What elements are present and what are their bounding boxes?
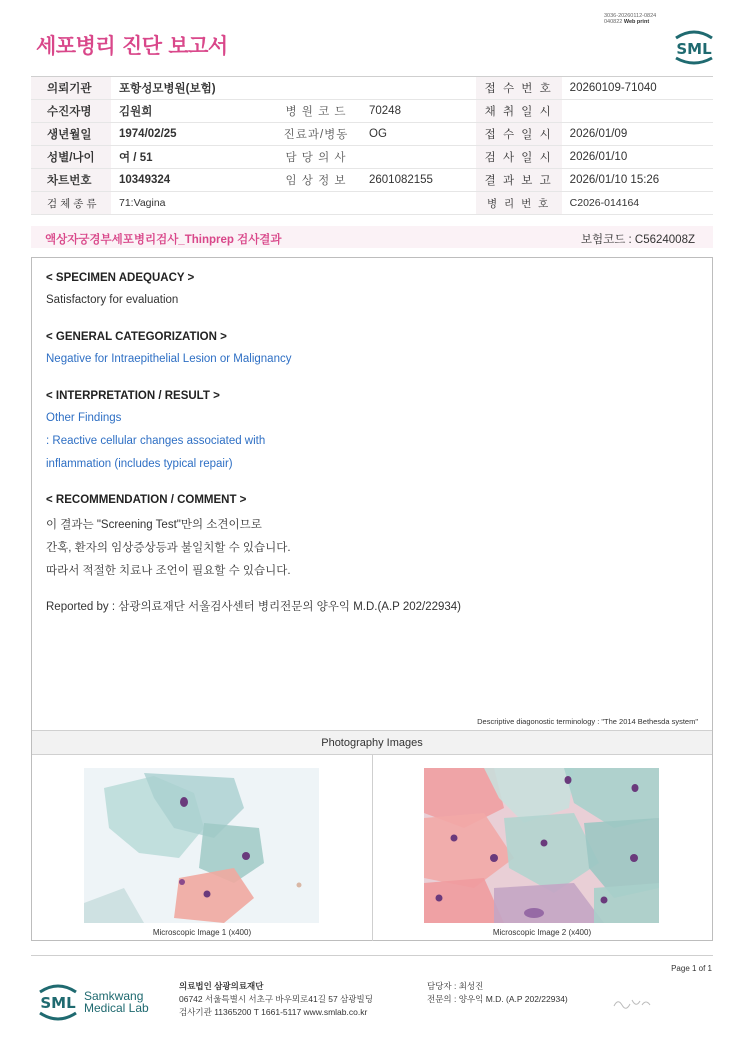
info-value [562, 100, 713, 123]
info-value: C2026-014164 [562, 192, 713, 215]
categorization-heading: < GENERAL CATEGORIZATION > [46, 331, 227, 343]
info-value: 70248 [361, 100, 476, 123]
info-label: 접 수 번 호 [476, 77, 562, 100]
info-value: 2026/01/09 [562, 123, 713, 146]
photo-section-bar: Photography Images [32, 730, 712, 755]
recommendation-line: 간혹, 환자의 임상증상등과 불일치할 수 있습니다. [46, 542, 291, 554]
org-address: 06742 서울특별시 서초구 바우뫼로41길 57 삼광빌딩 [179, 994, 373, 1004]
info-value: OG [361, 123, 476, 146]
photo-divider [372, 755, 373, 941]
org-name: 의료법인 삼광의료재단 [179, 981, 264, 991]
info-label: 채 취 일 시 [476, 100, 562, 123]
info-label: 담 당 의 사 [271, 146, 361, 169]
adequacy-heading: < SPECIMEN ADEQUACY > [46, 272, 195, 284]
print-meta [604, 13, 656, 25]
categorization-text: Negative for Intraepithelial Lesion or Malignancy [46, 353, 292, 365]
result-box [31, 257, 713, 941]
info-value: 20260109-71040 [562, 77, 713, 100]
info-label: 임 상 정 보 [271, 169, 361, 192]
info-label: 검 사 일 시 [476, 146, 562, 169]
info-label: 병 리 번 호 [476, 192, 562, 215]
info-row [31, 77, 713, 100]
info-label: 병 원 코 드 [271, 100, 361, 123]
image-caption-1: Microscopic Image 1 (x400) [152, 928, 252, 937]
patient-info-table [31, 76, 713, 215]
terminology-note: Descriptive diagonostic terminology : "The 2014 Bethesda system" [477, 717, 698, 726]
recommendation-heading: < RECOMMENDATION / COMMENT > [46, 494, 247, 506]
print-label: Web print [623, 19, 650, 25]
exam-bar [31, 226, 713, 248]
interpretation-line: inflammation (includes typical repair) [46, 458, 233, 470]
info-label: 진료과/병동 [271, 123, 361, 146]
recommendation-line: 따라서 적절한 치료나 조언이 필요할 수 있습니다. [46, 565, 291, 577]
print-id: 3036-20260112-0824 [604, 13, 657, 19]
microscopic-image-1 [84, 768, 319, 923]
specialist-name: 전문의 : 양우익 M.D. (A.P 202/22934) [427, 994, 568, 1004]
info-label: 접 수 일 시 [476, 123, 562, 146]
info-label: 생년월일 [31, 123, 111, 146]
info-value: 10349324 [111, 169, 271, 192]
info-value [361, 146, 476, 169]
info-value: 2026/01/10 [562, 146, 713, 169]
sml-logo-icon [670, 28, 718, 66]
org-info [179, 980, 373, 1019]
org-contact: 검사기관 11365200 T 1661-5117 www.smlab.co.kr [179, 1007, 368, 1017]
page-number: Page 1 of 1 [671, 964, 712, 973]
info-row [31, 192, 713, 215]
brand-line: Medical Lab [84, 1001, 149, 1015]
recommendation-line: 이 결과는 "Screening Test"만의 소견이므로 [46, 519, 262, 531]
interpretation-heading: < INTERPRETATION / RESULT > [46, 390, 220, 402]
cytology-image-icon [424, 768, 659, 923]
sml-logo-icon [36, 980, 80, 1024]
report-title: 세포병리 진단 보고서 [36, 34, 228, 58]
info-row [31, 100, 713, 123]
staff-info [427, 980, 568, 1006]
adequacy-text: Satisfactory for evaluation [46, 294, 179, 306]
info-row [31, 123, 713, 146]
info-label: 수진자명 [31, 100, 111, 123]
info-label: 검체종류 [31, 192, 111, 215]
insurance-code: 보험코드 : C5624008Z [580, 234, 695, 246]
signature-icon [612, 996, 652, 1010]
info-value: 2026/01/10 15:26 [562, 169, 713, 192]
manager-name: 담당자 : 최성진 [427, 981, 484, 991]
interpretation-line: Other Findings [46, 412, 122, 424]
footer-divider [31, 955, 713, 956]
cytology-image-icon [84, 768, 319, 923]
interpretation-line: : Reactive cellular changes associated with [46, 435, 266, 447]
svg-text:SML: SML [40, 994, 76, 1012]
print-code: 040822 [604, 19, 623, 25]
exam-title: 액상자궁경부세포병리검사_Thinprep 검사결과 [45, 234, 282, 246]
info-value: 김원희 [111, 100, 271, 123]
svg-text:SML: SML [676, 40, 712, 58]
info-label: 의뢰기관 [31, 77, 111, 100]
info-label: 성별/나이 [31, 146, 111, 169]
info-value: 1974/02/25 [111, 123, 271, 146]
info-label: 결 과 보 고 [476, 169, 562, 192]
info-row [31, 169, 713, 192]
info-label: 차트번호 [31, 169, 111, 192]
info-value: 71:Vagina [111, 192, 476, 215]
image-caption-2: Microscopic Image 2 (x400) [492, 928, 592, 937]
brand-name [84, 990, 149, 1014]
info-row [31, 146, 713, 169]
info-value: 여 / 51 [111, 146, 271, 169]
brand-line: Samkwang [84, 989, 144, 1003]
info-value: 포항성모병원(보험) [111, 77, 476, 100]
microscopic-image-2 [424, 768, 659, 923]
reported-by: Reported by : 삼광의료재단 서울검사센터 병리전문의 양우익 M.D.(A.P 202/22934) [46, 601, 462, 613]
info-value: 2601082155 [361, 169, 476, 192]
